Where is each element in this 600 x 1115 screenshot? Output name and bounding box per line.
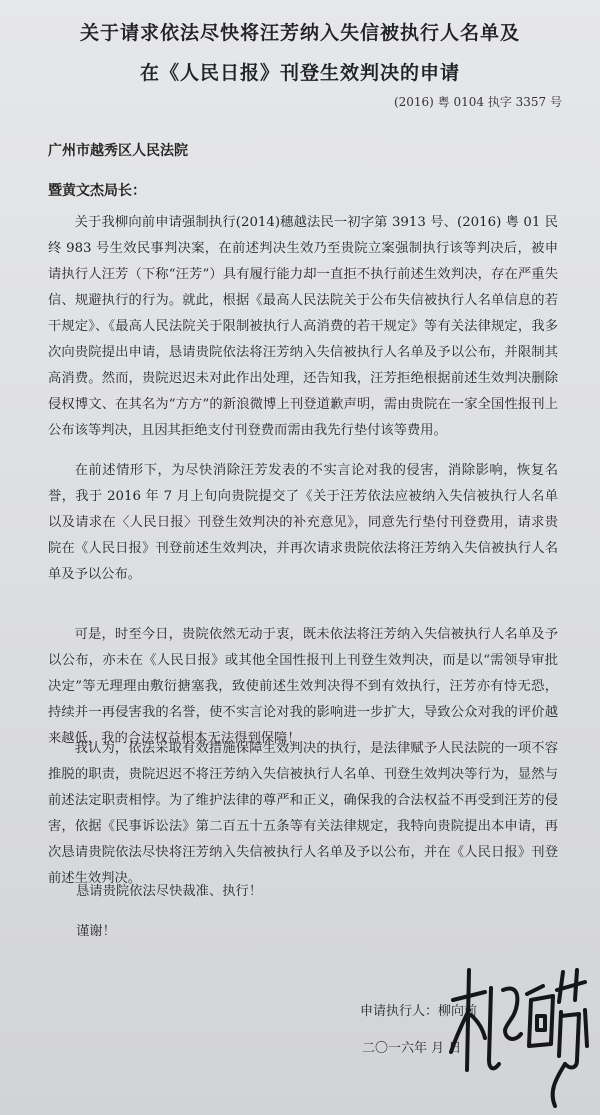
applicant-label: 申请执行人：柳向前 (360, 1004, 478, 1019)
body-paragraph-2: 在前述情形下，为尽快消除汪芳发表的不实言论对我的侵害，消除影响，恢复名誉，我于 2016 年 7 月上旬向贵院提交了《关于汪芳依法应被纳入失信被执行人名单以及请求在〈人民日报〉刊登生效判决的补充意见》，同意先行垫付刊登费用，请求贵院在《人民日报》刊登前述生效判决，并再次请求贵院依法将汪芳纳入失信被执行人名单及予以公布。 (48, 463, 558, 582)
addressee-person: 暨黄文杰局长： (48, 183, 146, 199)
handwritten-signature (445, 960, 595, 1110)
body-paragraph-4: 我认为，依法采取有效措施保障生效判决的执行，是法律赋予人民法院的一项不容推脱的职责，贵院迟迟不将汪芳纳入失信被执行人名单、刊登生效判决等行为，显然与前述法定职责相悖。为了维护法律的尊严和正义，确保我的合法权益不再受到汪芳的侵害，依据《民事诉讼法》第二百五十五条等有关法律规定，我特向贵院提出本申请，再次恳请贵院依法尽快将汪芳纳入失信被执行人名单及予以公布，并在《人民日报》刊登前述生效判决。 (48, 741, 558, 886)
addressee-court: 广州市越秀区人民法院 (48, 143, 188, 159)
closing-request: 恳请贵院依法尽快裁准、执行！ (76, 884, 263, 899)
case-reference: (2016) 粤 0104 执字 3357 号 (393, 95, 562, 109)
title-line-1: 关于请求依法尽快将汪芳纳入失信被执行人名单及 (79, 22, 520, 44)
date-line: 二〇一六年 月 日 (362, 1041, 462, 1056)
body-paragraph-1: 关于我柳向前申请强制执行(2014)穗越法民一初字第 3913 号、(2016) 粤 01 民终 983 号生效民事判决案，在前述判决生效乃至贵院立案强制执行该等判决后，被申请执行人汪芳（下称“汪芳”）具有履行能力却一直拒不执行前述生效判决，存在严重失信、规避执行的行为。就此，根据《最高人民法院关于公布失信被执行人名单信息的若干规定》、《最高人民法院关于限制被执行人高消费的若干规定》等有关法律规定，我多次向贵院提出申请，恳请贵院依法将汪芳纳入失信被执行人名单及予以公布，并限制其高消费。然而，贵院迟迟未对此作出处理，还告知我，汪芳拒绝根据前述生效判决删除侵权博文、在其名为“方方”的新浪微博上刊登道歉声明，需由贵院在一家全国性报刊上公布该等判决，且因其拒绝支付刊登费而需由我先行垫付该等费用。 (48, 215, 558, 438)
closing-thanks: 谨谢！ (76, 924, 116, 939)
title-line-2: 在《人民日报》刊登生效判决的申请 (139, 62, 460, 84)
body-paragraph-3: 可是，时至今日，贵院依然无动于衷，既未依法将汪芳纳入失信被执行人名单及予以公布，亦未在《人民日报》或其他全国性报刊上刊登生效判决，而是以“需领导审批决定”等无理理由敷衍搪塞我，致使前述生效判决得不到有效执行，汪芳亦有恃无恐，持续并一再侵害我的名誉，使不实言论对我的影响进一步扩大，导致公众对我的评价越来越低，我的合法权益根本无法得到保障！ (48, 627, 558, 746)
